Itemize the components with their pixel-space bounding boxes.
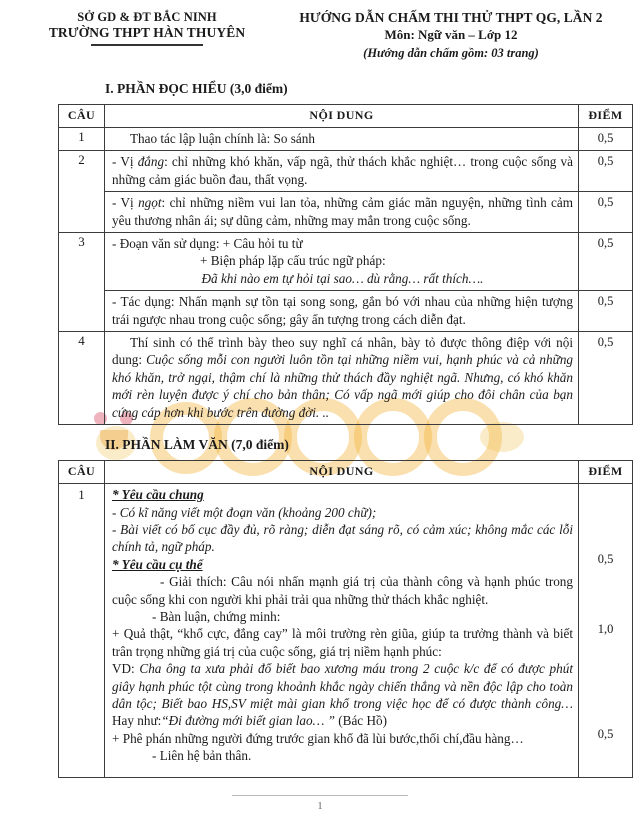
answer-line: + Biện pháp lặp cấu trúc ngữ pháp: <box>200 253 386 269</box>
section-2-title: II. PHẦN LÀM VĂN (7,0 điểm) <box>105 437 289 453</box>
explanation-line: - Giải thích: Câu nói nhấn mạnh giá trị của thành công và hạnh phúc trong cuộc sống khi con người khi phải trải qua những thử thách khắc nghiệt. <box>112 574 573 607</box>
score-cell: 0,5 <box>579 332 633 425</box>
score-cell: 0,5 <box>579 291 633 332</box>
section-1-title: I. PHẦN ĐỌC HIỂU (3,0 điểm) <box>105 81 288 96</box>
column-header-diem: ĐIỂM <box>579 105 633 128</box>
answer-message-italic: Cuộc sống mỗi con người luôn tồn tại những niềm vui, hạnh phúc và cả những khó khăn, trở ngại, thậm chí là những thử thách đầy nghiệt ngã. Nhưng, có khó khăn mới rèn luyện được ý chí cho bản thân; Có vấp ngã mới giúp cho đôi chân của bạn cứng cáp hơn khi bước trên đường đời. .. <box>112 352 573 420</box>
score-value: 0,5 <box>597 552 614 567</box>
requirement-line: - Có kĩ năng viết một đoạn văn (khoảng 200 chữ); <box>112 504 377 520</box>
exam-title-block <box>278 8 624 62</box>
question-number: 1 <box>59 128 105 151</box>
essay-writing-table <box>58 460 633 778</box>
answer-content <box>105 332 579 425</box>
page-number: 1 <box>317 800 323 812</box>
table-row <box>59 484 633 778</box>
column-header-noidung: NỘI DUNG <box>105 461 579 484</box>
example-label: VD: <box>112 661 140 677</box>
requirement-heading-specific: * Yêu cầu cụ thể <box>112 556 203 572</box>
question-number: 1 <box>59 484 105 778</box>
example-connector: Hay như: <box>112 713 162 729</box>
score-value: 1,0 <box>597 622 614 637</box>
column-header-noidung: NỘI DUNG <box>105 105 579 128</box>
personal-connection-line: - Liên hệ bản thân. <box>152 748 252 764</box>
table-header-row <box>59 461 633 484</box>
requirement-line: - Bài viết có bố cục đầy đủ, rõ ràng; diễn đạt sáng rõ, có cảm xúc; không mắc các lỗi chính tả, ngữ pháp. <box>112 521 573 555</box>
answer-content <box>105 192 579 233</box>
score-cell: 0,5 <box>579 192 633 233</box>
answer-keyword: đắng <box>137 154 165 170</box>
footer-divider <box>232 795 408 796</box>
header-divider-rule <box>91 44 203 46</box>
argument-line: + Quả thật, “khổ cực, đắng cay” là môi trường rèn giũa, giúp ta trưởng thành và biết trân trọng những giá trị của cuộc sống, giá trị niềm hạnh phúc: <box>112 626 573 659</box>
discussion-heading: - Bàn luận, chứng minh: <box>152 608 281 624</box>
question-number: 4 <box>59 332 105 425</box>
score-value: 0,5 <box>597 727 614 742</box>
score-cell: 0,5 <box>579 151 633 192</box>
column-header-cau: CÂU <box>59 105 105 128</box>
score-cell-group <box>579 484 633 778</box>
school-name: TRƯỜNG THPT HÀN THUYÊN <box>48 25 246 40</box>
answer-content <box>105 151 579 192</box>
school-identity-block <box>16 8 278 46</box>
quoted-example-line: Đã khi nào em tự hỏi tại sao… dù rằng… rất thích…. <box>201 270 484 286</box>
answer-line <box>112 334 573 421</box>
answer-text: Thí sinh có thể trình bày theo suy nghĩ cá nhân, bày tỏ được thông điệp với nội dung: <box>112 335 573 368</box>
answer-content <box>105 484 579 778</box>
exam-title: HƯỚNG DẪN CHẤM THI THỬ THPT QG, LẦN 2 <box>299 10 603 25</box>
table-header-row <box>59 105 633 128</box>
answer-line: - Đoạn văn sử dụng: + Câu hỏi tu từ <box>112 236 303 252</box>
column-header-cau: CÂU <box>59 461 105 484</box>
score-cell: 0,5 <box>579 233 633 291</box>
answer-text: : chỉ những khó khăn, vấp ngã, thử thách khắc nghiệt… trong cuộc sống và những cảm giác buồn đau, thất vọng. <box>112 154 573 187</box>
score-cell: 0,5 <box>579 128 633 151</box>
answer-keyword: ngọt <box>138 195 162 211</box>
example-italic-text: Cha ông ta xưa phải đổ biết bao xương máu trong 2 cuộc k/c để có được phút giây hạnh phúc tột cùng trong khoảnh khắc ngày chiến thắng và nền độc lập cho toàn dân tộc; Biết bao HS,SV miệt mài gian khổ trong việc học để có được thành công… <box>112 661 573 711</box>
table-row <box>59 233 633 291</box>
exam-page-count-note: (Hướng dẫn chấm gồm: 03 trang) <box>363 46 539 60</box>
example-attribution: (Bác Hồ) <box>334 713 387 729</box>
answer-content <box>105 128 579 151</box>
question-number: 2 <box>59 151 105 233</box>
table-row <box>59 332 633 425</box>
column-header-diem: ĐIỂM <box>579 461 633 484</box>
criticism-line: + Phê phán những người đứng trước gian khổ đã lùi bước,thối chí,đầu hàng… <box>112 730 524 746</box>
example-line <box>112 660 573 730</box>
answer-content <box>105 291 579 332</box>
table-row <box>59 128 633 151</box>
answer-line: - Tác dụng: Nhấn mạnh sự tồn tại song song, gắn bó với nhau của những hiện tượng trái ngược nhau trong cuộc sống; gây ấn tượng trong cách diễn đạt. <box>112 294 573 327</box>
table-row <box>59 192 633 233</box>
example-quote: “Đi đường mới biết gian lao… ” <box>161 713 335 729</box>
exam-subject: Môn: Ngữ văn – Lớp 12 <box>384 27 518 42</box>
answer-label: - Vị <box>112 195 139 211</box>
table-row <box>59 151 633 192</box>
question-number: 3 <box>59 233 105 332</box>
requirement-heading-general: * Yêu cầu chung <box>112 487 204 503</box>
answer-text: : chỉ những niềm vui lan tỏa, những cảm giác mãn nguyện, những tình cảm yêu thương nhân ái; sự dũng cảm, những may mắn trong cuộc sống. <box>112 195 573 228</box>
department-name: SỞ GD & ĐT BẮC NINH <box>77 10 217 24</box>
answer-line: Thao tác lập luận chính là: So sánh <box>130 131 315 146</box>
table-row <box>59 291 633 332</box>
answer-content <box>105 233 579 291</box>
reading-comprehension-table <box>58 104 633 425</box>
answer-label: - Vị <box>112 154 138 170</box>
document-header <box>0 0 640 62</box>
